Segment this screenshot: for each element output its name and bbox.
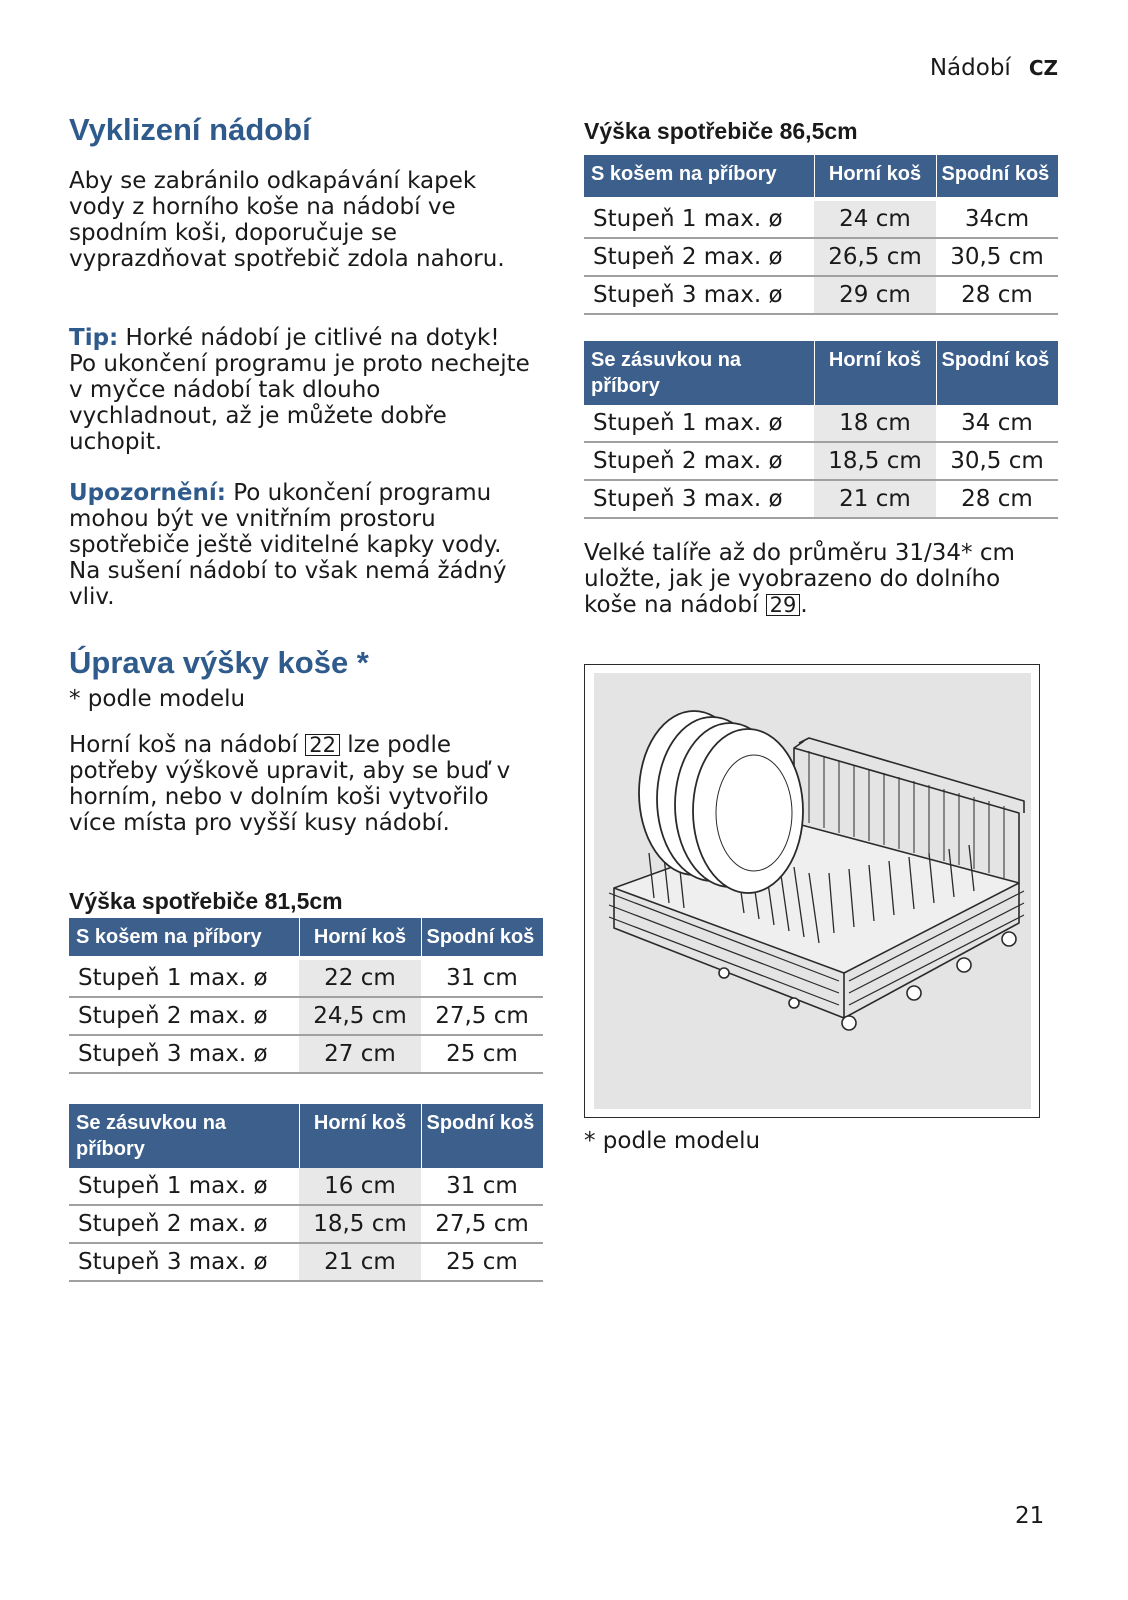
table-cell: Stupeň 3 max. ø	[584, 480, 814, 518]
table-row	[584, 276, 1058, 314]
table-cell: 28 cm	[936, 480, 1058, 518]
reference-box-29: 29	[766, 594, 801, 616]
paragraph-text: lze podle potřeby výškově upravit, aby se buď v horním, nebo v dolním koši vytvořilo více místa pro vyšší kusy nádobí.	[69, 732, 511, 836]
table-cell: 34cm	[936, 201, 1058, 238]
table-cell: Stupeň 3 max. ø	[69, 1243, 299, 1281]
table-cell: 29 cm	[814, 276, 936, 314]
note-label: Upozornění:	[69, 480, 226, 506]
table-cell: Stupeň 2 max. ø	[69, 997, 299, 1035]
paragraph-text: Velké talíře až do průměru 31/34* cm uložte, jak je vyobrazeno do dolního koše na nádobí	[584, 540, 1015, 618]
subtitle-height-86: Výška spotřebiče 86,5cm	[584, 118, 858, 144]
header-lang: CZ	[1028, 56, 1058, 80]
table-cell: Stupeň 2 max. ø	[584, 238, 814, 276]
table-header: Spodní koš	[936, 341, 1058, 405]
table-cell: 18,5 cm	[814, 442, 936, 480]
table-header: Horní koš	[299, 918, 421, 956]
table-cell: Stupeň 1 max. ø	[584, 201, 814, 238]
dish-rack-figure	[584, 664, 1040, 1118]
table-cell: 24,5 cm	[299, 997, 421, 1035]
heading-basket-height: Úprava výšky koše *	[69, 645, 369, 680]
table-86-drawer	[584, 341, 1058, 519]
table-cell: 27,5 cm	[421, 997, 543, 1035]
table-header: Se zásuvkou na příbory	[69, 1104, 299, 1168]
paragraph-unloading: Aby se zabránilo odkapávání kapek vody z horního koše na nádobí ve spodním koši, doporučuje se vyprazdňovat spotřebič zdola nahoru.	[69, 168, 505, 272]
table-cell: 21 cm	[814, 480, 936, 518]
table-header: Horní koš	[814, 341, 936, 405]
table-row	[69, 1168, 543, 1205]
table-81-basket	[69, 918, 543, 1074]
table-cell: 18 cm	[814, 405, 936, 442]
table-row	[69, 997, 543, 1035]
table-cell: Stupeň 3 max. ø	[69, 1035, 299, 1073]
table-cell: 34 cm	[936, 405, 1058, 442]
table-cell: 31 cm	[421, 960, 543, 997]
note-text: Po ukončení programu mohou být ve vnitřním prostoru spotřebiče ještě viditelné kapky vody. Na sušení nádobí to však nemá žádný vliv.	[69, 480, 507, 610]
reference-box-22: 22	[305, 734, 340, 756]
table-cell: Stupeň 3 max. ø	[584, 276, 814, 314]
table-cell: 31 cm	[421, 1168, 543, 1205]
table-row	[584, 201, 1058, 238]
table-cell: Stupeň 1 max. ø	[69, 1168, 299, 1205]
table-header: Spodní koš	[936, 155, 1058, 197]
figure-model-note: * podle modelu	[584, 1128, 761, 1154]
table-cell: 24 cm	[814, 201, 936, 238]
page-number: 21	[1015, 1503, 1045, 1529]
table-row	[69, 1205, 543, 1243]
tip-text: Horké nádobí je citlivé na dotyk! Po ukončení programu je proto nechejte v myčce nádobí tak dlouho vychladnout, až je můžete dobře uchopit.	[69, 325, 530, 455]
table-cell: 27,5 cm	[421, 1205, 543, 1243]
paragraph-large-plates	[584, 540, 1054, 618]
subtitle-height-81: Výška spotřebiče 81,5cm	[69, 888, 343, 914]
table-header: Se zásuvkou na příbory	[584, 341, 814, 405]
table-cell: Stupeň 1 max. ø	[584, 405, 814, 442]
dish-rack-illustration	[594, 673, 1031, 1109]
table-cell: Stupeň 1 max. ø	[69, 960, 299, 997]
table-cell: Stupeň 2 max. ø	[584, 442, 814, 480]
table-header: Spodní koš	[421, 1104, 543, 1168]
table-cell: 25 cm	[421, 1035, 543, 1073]
table-row	[69, 1035, 543, 1073]
heading-unloading: Vyklizení nádobí	[69, 112, 311, 147]
paragraph-basket-height	[69, 732, 531, 836]
tip-label: Tip:	[69, 325, 119, 351]
header-section: Nádobí	[929, 55, 1011, 81]
table-cell: 26,5 cm	[814, 238, 936, 276]
table-cell: 25 cm	[421, 1243, 543, 1281]
table-cell: 18,5 cm	[299, 1205, 421, 1243]
table-header: Horní koš	[814, 155, 936, 197]
table-cell: Stupeň 2 max. ø	[69, 1205, 299, 1243]
table-header: S košem na příbory	[584, 155, 814, 197]
model-note: * podle modelu	[69, 686, 246, 712]
running-header	[0, 55, 1058, 81]
table-86-basket	[584, 155, 1058, 315]
table-header: S košem na příbory	[69, 918, 299, 956]
table-cell: 28 cm	[936, 276, 1058, 314]
table-row	[584, 442, 1058, 480]
table-cell: 22 cm	[299, 960, 421, 997]
note-paragraph	[69, 480, 534, 610]
table-81-drawer	[69, 1104, 543, 1282]
table-row	[69, 1243, 543, 1281]
table-cell: 30,5 cm	[936, 442, 1058, 480]
table-row	[69, 960, 543, 997]
table-row	[584, 480, 1058, 518]
tip-paragraph	[69, 325, 531, 455]
table-cell: 27 cm	[299, 1035, 421, 1073]
table-header: Horní koš	[299, 1104, 421, 1168]
table-cell: 16 cm	[299, 1168, 421, 1205]
table-row	[584, 405, 1058, 442]
paragraph-text: .	[800, 592, 808, 618]
table-row	[584, 238, 1058, 276]
table-cell: 21 cm	[299, 1243, 421, 1281]
table-cell: 30,5 cm	[936, 238, 1058, 276]
table-header: Spodní koš	[421, 918, 543, 956]
paragraph-text: Horní koš na nádobí	[69, 732, 306, 758]
